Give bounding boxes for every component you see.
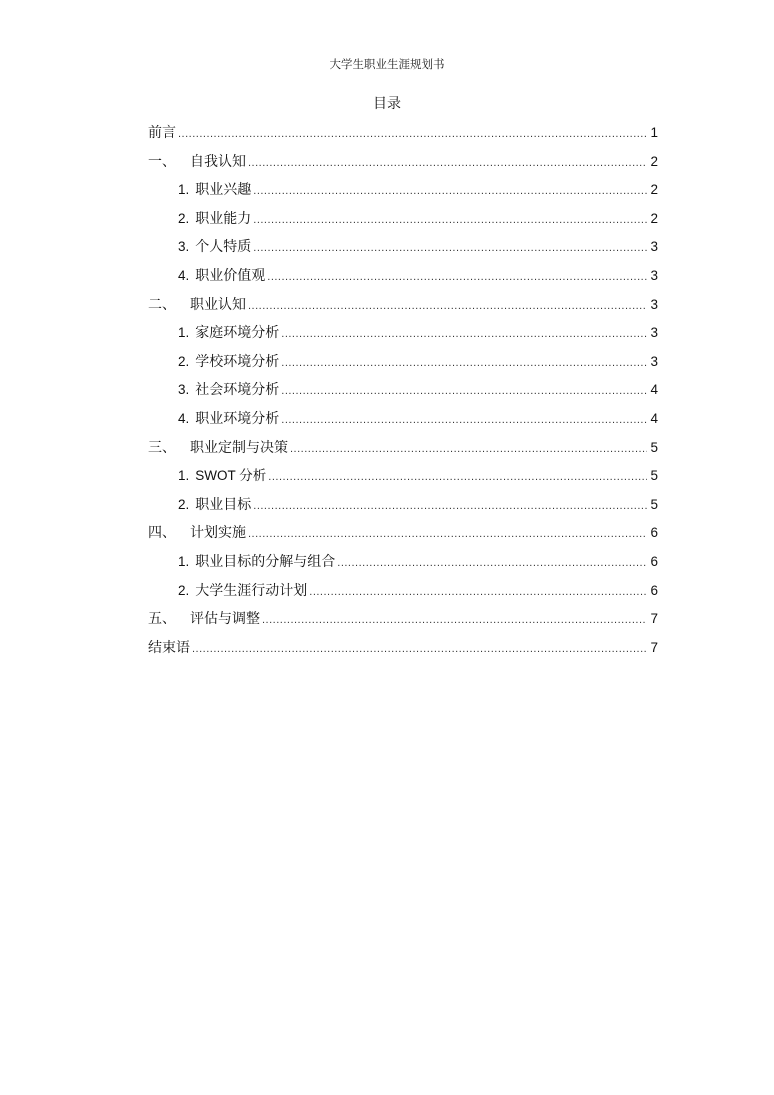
toc-entry-page-number: 5 [650, 496, 658, 512]
toc-entry-number: 三、 [148, 439, 176, 456]
toc-entry[interactable] [148, 319, 658, 348]
toc-entry-label: 评估与调整 [190, 611, 260, 628]
toc-entry[interactable] [148, 233, 658, 262]
toc-entry[interactable] [148, 176, 658, 205]
toc-entry[interactable] [148, 291, 658, 320]
table-of-contents [148, 119, 658, 662]
toc-entry-page-number: 1 [650, 125, 658, 140]
toc-entry-page-number: 2 [650, 210, 658, 226]
toc-entry-number: 1. [178, 553, 190, 569]
toc-entry-number: 一、 [148, 153, 176, 170]
running-header: 大学生职业生涯规划书 [329, 57, 445, 71]
toc-dot-leader [248, 149, 647, 178]
toc-entry-label: 计划实施 [190, 525, 246, 542]
toc-entry-page-number: 6 [650, 525, 658, 541]
toc-entry-label: 职业兴趣 [195, 182, 252, 199]
toc-entry-page-number: 2 [650, 182, 658, 198]
toc-entry-number: 2. [178, 496, 190, 512]
toc-entry-label: 个人特质 [195, 239, 252, 256]
toc-entry[interactable] [148, 605, 658, 634]
toc-entry-label: 社会环境分析 [195, 382, 280, 399]
toc-entry-page-number: 2 [650, 153, 658, 169]
toc-entry-number: 2. [178, 582, 190, 598]
toc-dot-leader [281, 406, 647, 435]
toc-dot-leader [253, 206, 647, 235]
toc-entry[interactable] [148, 205, 658, 234]
toc-entry[interactable] [148, 577, 658, 606]
toc-entry-page-number: 6 [650, 553, 658, 569]
toc-entry[interactable] [148, 348, 658, 377]
toc-entry[interactable] [148, 491, 658, 520]
toc-dot-leader [290, 435, 647, 464]
toc-entry-page-number: 3 [650, 267, 658, 283]
toc-entry[interactable] [148, 405, 658, 434]
toc-entry-number: 3. [178, 382, 190, 398]
toc-dot-leader [309, 578, 647, 607]
toc-entry-page-number: 3 [650, 325, 658, 341]
toc-entry-label: 职业能力 [195, 210, 252, 227]
toc-dot-leader [281, 377, 647, 406]
toc-entry-number: 1. [178, 325, 190, 341]
toc-entry-label: 职业认知 [190, 296, 246, 313]
toc-entry-page-number: 7 [650, 611, 658, 627]
toc-dot-leader [253, 177, 647, 206]
toc-dot-leader [268, 463, 647, 492]
toc-dot-leader [253, 492, 647, 521]
toc-entry-number: 五、 [148, 611, 176, 628]
toc-dot-leader [248, 292, 647, 321]
toc-entry-label: 职业目标的分解与组合 [195, 553, 336, 570]
toc-entry-page-number: 3 [650, 353, 658, 369]
toc-entry-page-number: 3 [650, 296, 658, 312]
toc-entry-label: 大学生涯行动计划 [195, 582, 308, 599]
toc-dot-leader [281, 320, 647, 349]
toc-entry-page-number: 4 [650, 382, 658, 398]
toc-entry[interactable] [148, 462, 658, 491]
toc-dot-leader [267, 263, 647, 292]
toc-entry-page-number: 3 [650, 239, 658, 255]
toc-entry[interactable] [148, 119, 658, 148]
toc-dot-leader [253, 234, 647, 263]
toc-dot-leader [281, 349, 647, 378]
toc-dot-leader [178, 120, 647, 149]
toc-entry-number: 二、 [148, 296, 176, 313]
toc-entry-number: 4. [178, 267, 190, 283]
toc-entry-label: 前言 [148, 125, 176, 141]
toc-entry-number: 4. [178, 410, 190, 426]
toc-entry-number: 2. [178, 353, 190, 369]
toc-entry-number: 四、 [148, 525, 176, 542]
toc-entry-page-number: 7 [650, 639, 658, 655]
toc-entry-label: 学校环境分析 [195, 353, 280, 370]
toc-dot-leader [248, 520, 647, 549]
toc-entry[interactable] [148, 434, 658, 463]
toc-entry-number: 2. [178, 210, 190, 226]
toc-entry-label: 职业环境分析 [195, 410, 280, 427]
toc-entry[interactable] [148, 262, 658, 291]
toc-entry[interactable] [148, 376, 658, 405]
toc-entry-number: 3. [178, 239, 190, 255]
toc-dot-leader [192, 635, 647, 664]
toc-entry-page-number: 5 [650, 468, 658, 484]
toc-dot-leader [262, 606, 647, 635]
toc-entry-page-number: 4 [650, 410, 658, 426]
toc-entry-label: 职业目标 [195, 496, 252, 513]
toc-entry-number: 1. [178, 468, 190, 484]
toc-entry-label: 自我认知 [190, 153, 246, 170]
toc-entry-label: 家庭环境分析 [195, 325, 280, 342]
toc-entry-label: 职业价值观 [195, 267, 266, 284]
toc-entry-page-number: 6 [650, 582, 658, 598]
toc-entry-label: SWOT 分析 [195, 468, 267, 484]
toc-dot-leader [337, 549, 647, 578]
toc-entry[interactable] [148, 519, 658, 548]
toc-entry[interactable] [148, 634, 658, 663]
toc-entry[interactable] [148, 548, 658, 577]
toc-title: 目录 [373, 96, 401, 112]
toc-entry-label: 职业定制与决策 [190, 439, 288, 456]
toc-entry-label: 结束语 [148, 639, 190, 656]
toc-entry-number: 1. [178, 182, 190, 198]
toc-entry-page-number: 5 [650, 439, 658, 455]
toc-entry[interactable] [148, 148, 658, 177]
